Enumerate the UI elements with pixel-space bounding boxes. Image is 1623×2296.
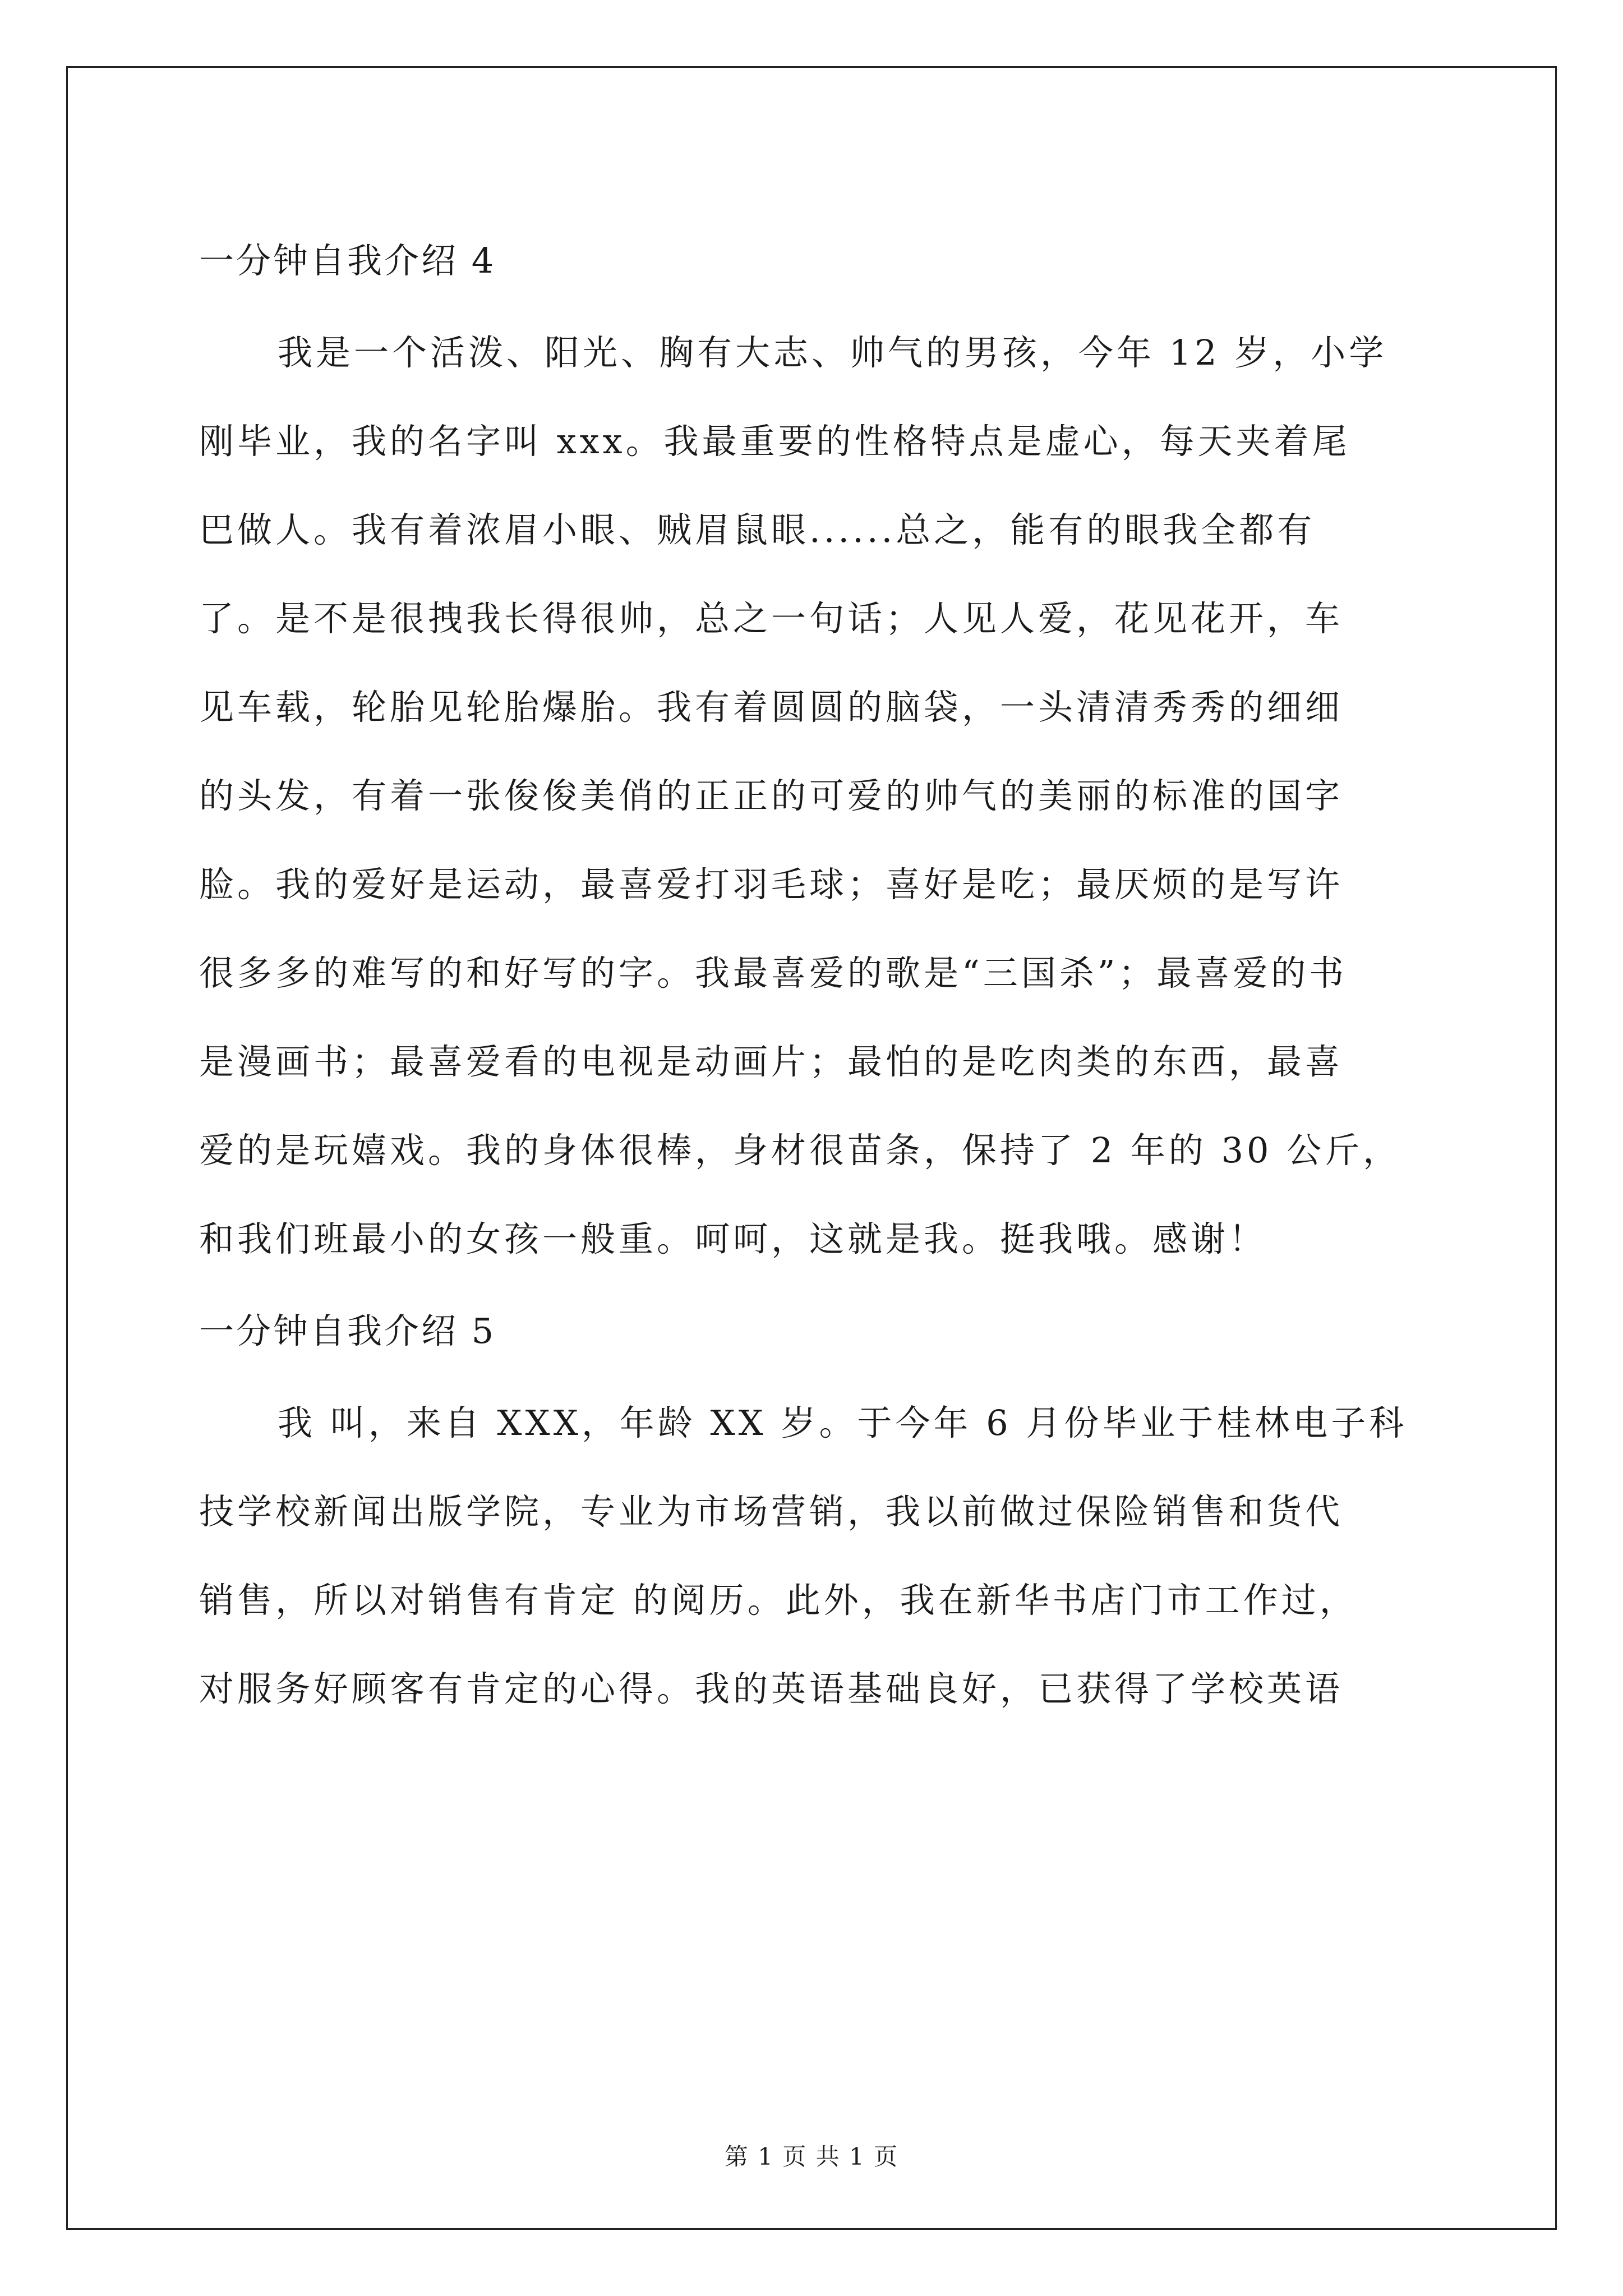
paragraph-line: 技学校新闻出版学院，专业为市场营销，我以前做过保险销售和货代 [199,1491,1344,1532]
paragraph-line: 巴做人。我有着浓眉小眼、贼眉鼠眼......总之，能有的眼我全都有 [199,509,1316,550]
paragraph-line: 见车载，轮胎见轮胎爆胎。我有着圆圆的脑袋，一头清清秀秀的细细 [199,687,1344,728]
section-heading-5: 一分钟自我介绍 5 [199,1310,496,1351]
paragraph-line: 的头发，有着一张俊俊美俏的正正的可爱的帅气的美丽的标准的国字 [199,775,1344,816]
paragraph-line: 和我们班最小的女孩一般重。呵呵，这就是我。挺我哦。感谢！ [199,1218,1267,1259]
paragraph-line: 销售，所以对销售有肯定 的阅历。此外，我在新华书店门市工作过， [199,1580,1358,1621]
paragraph-line: 对服务好顾客有肯定的心得。我的英语基础良好，已获得了学校英语 [199,1668,1344,1709]
paragraph-line: 我是一个活泼、阳光、胸有大志、帅气的男孩，今年 12 岁，小学 [278,332,1387,373]
paragraph-line: 刚毕业，我的名字叫 xxx。我最重要的性格特点是虚心，每天夹着尾 [199,421,1350,462]
document-body [199,213,1433,1733]
section-heading-4: 一分钟自我介绍 4 [199,240,496,281]
page-footer: 第 1 页 共 1 页 [724,2143,899,2170]
paragraph-line: 我 叫，来自 XXX，年龄 XX 岁。于今年 6 月份毕业于桂林电子科 [278,1402,1408,1443]
paragraph-line: 很多多的难写的和好写的字。我最喜爱的歌是“三国杀”；最喜爱的书 [199,953,1348,993]
section-paragraph-5 [199,1379,1433,1733]
paragraph-line: 爱的是玩嬉戏。我的身体很棒，身材很苗条，保持了 2 年的 30 公斤， [199,1130,1401,1171]
paragraph-line: 是漫画书；最喜爱看的电视是动画片；最怕的是吃肉类的东西，最喜 [199,1041,1344,1082]
section-paragraph-4 [199,309,1433,1283]
paragraph-line: 脸。我的爱好是运动，最喜爱打羽毛球；喜好是吃；最厌烦的是写许 [199,864,1344,905]
paragraph-line: 了。是不是很拽我长得很帅，总之一句话；人见人爱，花见花开，车 [199,598,1344,639]
